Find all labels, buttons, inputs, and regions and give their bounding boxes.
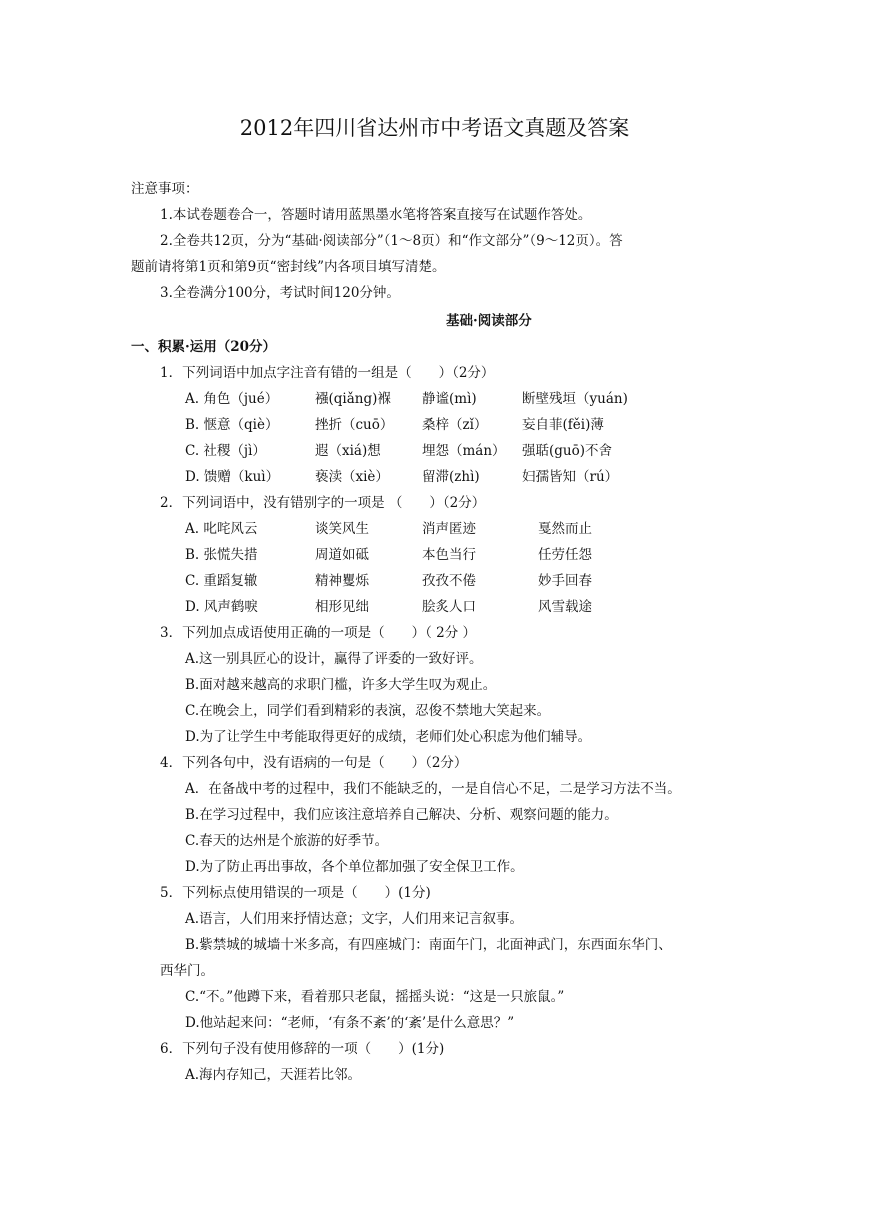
option-cell: 谈笑风生 [315, 521, 369, 537]
option-cell: 任劳任怨 [538, 547, 592, 563]
question-3-stem: 3．下列加点成语使用正确的一项是（ ）（ 2分 ） [160, 625, 477, 641]
option-cell: 妄自菲(fěi)薄 [522, 417, 604, 433]
option-cell: 本色当行 [422, 547, 476, 563]
option-cell: 相形见绌 [315, 599, 369, 615]
question-4-option-c: C.春天的达州是个旅游的好季节。 [185, 833, 389, 849]
part-title: 基础·阅读部分 [446, 313, 532, 329]
question-3-option-b: B.面对越来越高的求职门槛，许多大学生叹为观止。 [185, 677, 497, 693]
option-cell: B. 惬意（qiè） [185, 417, 279, 433]
question-4-option-b: B.在学习过程中，我们应该注意培养自己解决、分析、观察问题的能力。 [185, 807, 618, 823]
option-cell: 断壁残垣（yuán) [522, 391, 628, 407]
notice-item-3: 3.全卷满分100分，考试时间120分钟。 [160, 285, 400, 301]
option-cell: 周道如砥 [315, 547, 369, 563]
option-cell: 挫折（cuō） [315, 417, 394, 433]
option-cell: 埋怨（mán） [422, 443, 506, 459]
notice-item-2-cont: 题前请将第1页和第9页“密封线”内各项目填写清楚。 [131, 259, 446, 275]
option-cell: C. 社稷（jì） [185, 443, 266, 459]
option-cell: 强聒(guō)不舍 [522, 443, 612, 459]
question-5-option-b-cont: 西华门。 [160, 963, 214, 979]
page-title: 2012年四川省达州市中考语文真题及答案 [239, 116, 630, 140]
option-cell: 戛然而止 [538, 521, 592, 537]
question-6-option-a: A.海内存知己，天涯若比邻。 [185, 1067, 362, 1083]
option-cell: 脍炙人口 [422, 599, 476, 615]
section-heading: 一、积累·运用（20分） [131, 339, 276, 355]
question-3-option-c: C.在晚会上，同学们看到精彩的表演，忍俊不禁地大笑起来。 [185, 703, 551, 719]
option-cell: 留滞(zhì) [422, 469, 480, 485]
option-cell: 襁(qiǎng)褓 [315, 391, 391, 407]
option-cell: A. 叱咤风云 [185, 521, 258, 537]
option-cell: 风雪载途 [538, 599, 592, 615]
option-cell: 妙手回春 [538, 573, 592, 589]
option-cell: D. 风声鹤唳 [185, 599, 258, 615]
option-cell: A. 角色（jué） [185, 391, 279, 407]
option-cell: 遐（xiá)想 [315, 443, 381, 459]
notice-item-1: 1.本试卷题卷合一，答题时请用蓝黑墨水笔将答案直接写在试题作答处。 [160, 207, 592, 223]
option-cell: 桑梓（zǐ） [422, 417, 488, 433]
question-2-stem: 2．下列词语中，没有错别字的一项是 （ ）（2分） [160, 495, 486, 511]
option-cell: 消声匿迹 [422, 521, 476, 537]
question-3-option-a: A.这一别具匠心的设计，赢得了评委的一致好评。 [185, 651, 483, 667]
option-cell: 精神矍烁 [315, 573, 369, 589]
question-4-option-a: A．在备战中考的过程中，我们不能缺乏的，一是自信心不足，二是学习方法不当。 [185, 781, 681, 797]
option-cell: 亵渎（xiè） [315, 469, 389, 485]
notice-item-2: 2.全卷共12页，分为“基础·阅读部分”（1～8页）和“作文部分”（9～12页）。答 [160, 233, 623, 249]
question-5-option-d: D.他站起来问：“老师，‘有条不紊’的‘紊’是什么意思？” [185, 1015, 515, 1031]
option-cell: 孜孜不倦 [422, 573, 476, 589]
option-cell: D. 馈赠（kuì） [185, 469, 280, 485]
option-cell: 静谧(mì) [422, 391, 477, 407]
question-6-stem: 6．下列句子没有使用修辞的一项（ ）(1分) [160, 1041, 445, 1057]
question-1-stem: 1．下列词语中加点字注音有错的一组是（ ）（2分） [160, 365, 495, 381]
question-5-option-c: C.“不。”他蹲下来，看着那只老鼠，摇摇头说：“这是一只旅鼠。” [185, 989, 565, 1005]
question-5-stem: 5．下列标点使用错误的一项是（ ）(1分) [160, 885, 431, 901]
question-4-stem: 4．下列各句中，没有语病的一句是（ ）（2分） [160, 755, 468, 771]
question-5-option-a: A.语言，人们用来抒情达意；文字，人们用来记言叙事。 [185, 911, 524, 927]
notice-heading: 注意事项： [131, 181, 199, 197]
option-cell: 妇孺皆知（rú） [522, 469, 619, 485]
question-5-option-b: B.紫禁城的城墙十米多高，有四座城门：南面午门，北面神武门，东西面东华门、 [185, 937, 672, 953]
question-3-option-d: D.为了让学生中考能取得更好的成绩，老师们处心积虑为他们辅导。 [185, 729, 592, 745]
option-cell: B. 张慌失措 [185, 547, 258, 563]
option-cell: C. 重蹈复辙 [185, 573, 258, 589]
question-4-option-d: D.为了防止再出事故，各个单位都加强了安全保卫工作。 [185, 859, 524, 875]
